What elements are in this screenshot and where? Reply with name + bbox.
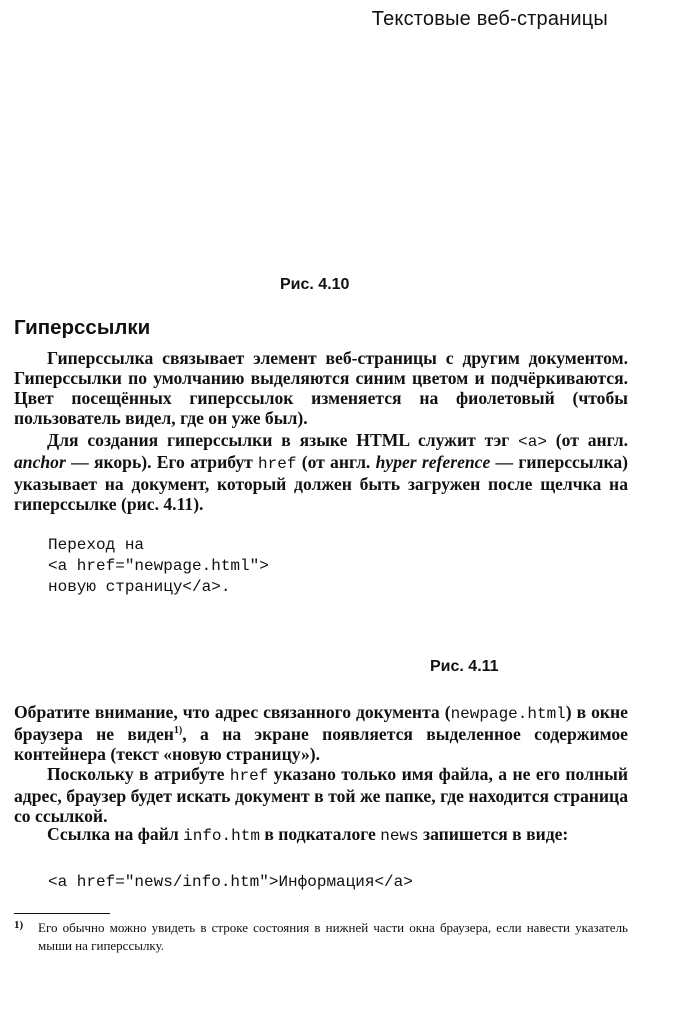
paragraph-href-path [14, 764, 628, 826]
text: — гиперссылка) указывает на документ, который должен быть загружен после щелчка на гиперссылке (рис. 4.11). [14, 452, 628, 514]
text: Для создания гиперссылки в языке HTML служит тэг [47, 430, 519, 450]
text: Ссылка на файл [47, 824, 184, 844]
footnote-mark: 1) [14, 919, 24, 931]
text: (от англ. [296, 452, 376, 472]
paragraph-subfolder [14, 824, 628, 846]
code-info-htm: info.htm [183, 827, 260, 845]
section-title: Гиперссылки [14, 316, 151, 339]
code-href: href [229, 767, 269, 785]
paragraph-intro: Гиперссылка связывает элемент веб-страницы с другим документом. Гиперссылки по умолчанию выделяются синим цветом и подчёркиваются. Цвет посещённых гиперссылок изменяется на фиолетовый (чтобы пользователь видел, где он уже был). [14, 348, 628, 428]
code-href: href [258, 455, 297, 473]
code-example-subfolder: <a href="news/info.htm">Информация</a> [48, 873, 413, 891]
text: Поскольку в атрибуте [47, 764, 230, 784]
text: в подкаталоге [259, 824, 381, 844]
text: запишется в виде: [418, 824, 569, 844]
running-head: Текстовые веб-страницы [371, 8, 608, 30]
paragraph-address [14, 702, 628, 764]
text: Обратите внимание, что адрес связанного документа ( [14, 702, 451, 722]
footnote-text: Его обычно можно увидеть в строке состояния в нижней части окна браузера, если навести указатель мыши на гиперссылку. [38, 920, 628, 953]
footnote-ref: 1) [173, 725, 183, 737]
code-line: Переход на [48, 536, 145, 554]
paragraph-a-tag [14, 430, 628, 514]
figure-caption-4-11: Рис. 4.11 [430, 658, 499, 675]
footnote-divider [14, 913, 110, 914]
code-a-tag: <a> [518, 433, 547, 451]
term-hyper-reference: hyper reference [375, 452, 491, 472]
term-anchor: anchor [14, 452, 66, 472]
code-newpage: newpage.html [450, 705, 566, 723]
text: — якорь). Его атрибут [65, 452, 259, 472]
code-example-link [48, 535, 269, 598]
code-line: <a href="newpage.html"> [48, 557, 269, 575]
text: ) в окне браузера не виден [14, 702, 628, 744]
text: , а на экране появляется выделенное содержимое контейнера (текст «новую страницу»). [14, 724, 628, 764]
code-line: новую страницу</a>. [48, 578, 231, 596]
text: указано только имя файла, а не его полный адрес, браузер будет искать документ в той же папке, где находится страница со ссылкой. [14, 764, 628, 826]
text: (от англ. [546, 430, 628, 450]
code-news: news [380, 827, 419, 845]
figure-caption-4-10: Рис. 4.10 [280, 276, 350, 293]
